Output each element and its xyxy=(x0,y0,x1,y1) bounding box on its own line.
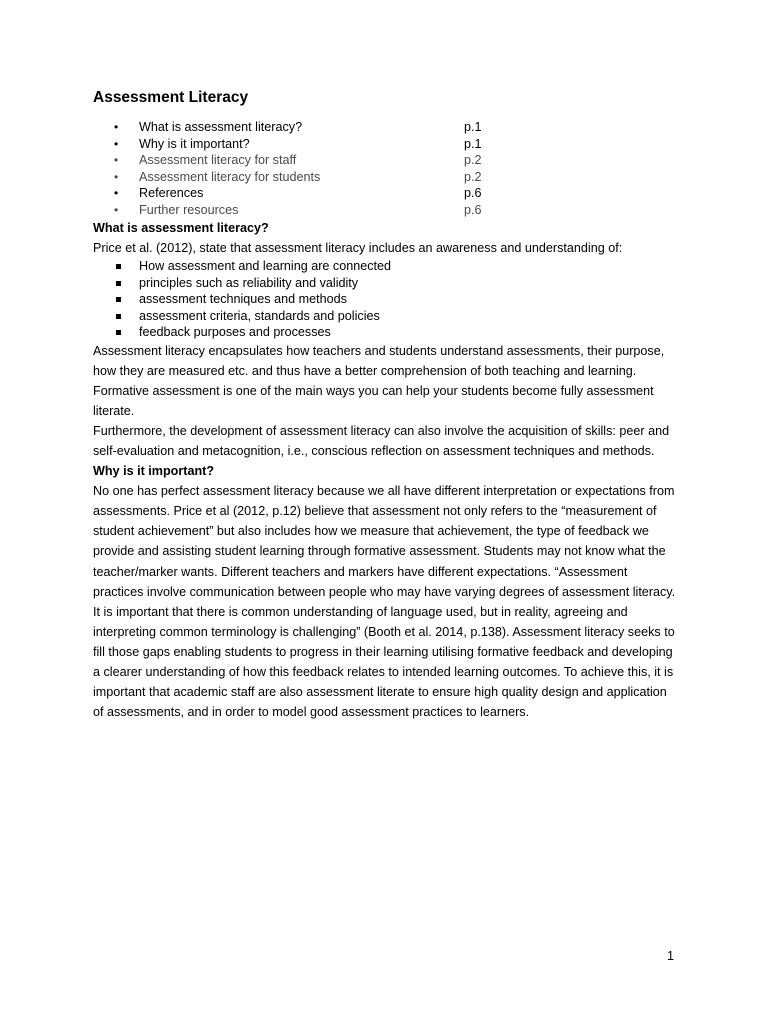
bullet-icon: • xyxy=(114,186,119,200)
toc-item xyxy=(93,119,678,136)
literacy-components-list xyxy=(93,258,678,341)
bullet-icon: • xyxy=(114,153,119,167)
toc-item xyxy=(93,136,678,153)
toc-item-label: Why is it important? xyxy=(139,136,250,151)
table-of-contents xyxy=(93,119,678,218)
bullet-icon: • xyxy=(114,120,119,134)
toc-item xyxy=(93,152,678,169)
section-heading-what-is: What is assessment literacy? xyxy=(93,221,269,235)
section-heading-why-important: Why is it important? xyxy=(93,464,215,479)
toc-item-label: Assessment literacy for students xyxy=(139,169,321,184)
list-item xyxy=(93,275,678,292)
toc-item-page: p.1 xyxy=(464,120,482,134)
bullet-icon: • xyxy=(114,202,119,217)
page-content xyxy=(93,88,678,722)
square-bullet-icon xyxy=(116,264,121,269)
square-bullet-icon xyxy=(116,330,121,335)
list-item-label: How assessment and learning are connected xyxy=(139,259,392,274)
list-item-label: principles such as reliability and validity xyxy=(139,275,359,290)
list-item-label: assessment criteria, standards and policies xyxy=(139,308,380,323)
toc-item-page: p.2 xyxy=(464,153,482,167)
toc-item xyxy=(93,169,678,186)
list-item xyxy=(93,258,678,275)
toc-item-page: p.2 xyxy=(464,169,482,184)
toc-item-page: p.6 xyxy=(464,186,482,200)
toc-item-label: What is assessment literacy? xyxy=(139,120,303,134)
list-item-label: feedback purposes and processes xyxy=(139,325,331,340)
paragraph-encapsulates: Assessment literacy encapsulates how teachers and students understand assessments, their purpose, how they are measured etc. and thus have a better comprehension of both teaching and learning. Formative assessment is one of the main ways you can help your students become fully assessment literate. xyxy=(93,343,665,418)
list-item-label: assessment techniques and methods xyxy=(139,292,347,307)
toc-item-label: References xyxy=(139,186,204,200)
list-item xyxy=(93,308,678,325)
toc-item-label: Further resources xyxy=(139,202,239,217)
square-bullet-icon xyxy=(116,281,121,286)
square-bullet-icon xyxy=(116,297,121,302)
toc-item xyxy=(93,202,678,219)
toc-item-page: p.6 xyxy=(464,202,482,217)
toc-item-label: Assessment literacy for staff xyxy=(139,153,297,167)
paragraph-why-important: No one has perfect assessment literacy because we all have different interpretation or expectations from assessments. Price et al (2012, p.12) believe that assessment not only refers to the “measurement of student achievement” but also includes how we measure that achievement, the type of feedback we provide and assisting student learning through formative assessment. Students may not know what the teacher/marker wants. Different teachers and markers have different expectations. “Assessment practices involve communication between people who may have varying degrees of assessment literacy. It is important that there is common understanding of language used, but in reality, agreeing and interpreting common terminology is challenging” (Booth et al. 2014, p.138). Assessment literacy seeks to fill those gaps enabling students to progress in their learning utilising formative feedback and developing a clearer understanding of how this feedback relates to intended learning outcomes. To achieve this, it is important that academic staff are also assessment literate to ensure high quality design and application of assessments, and in order to model good assessment practices to learners. xyxy=(93,484,676,720)
list-item xyxy=(93,291,678,308)
square-bullet-icon xyxy=(116,314,121,319)
section-intro: Price et al. (2012), state that assessment literacy includes an awareness and understanding of: xyxy=(93,241,623,255)
document-title: Assessment Literacy xyxy=(93,89,249,106)
toc-item xyxy=(93,185,678,202)
list-item xyxy=(93,324,678,341)
paragraph-furthermore: Furthermore, the development of assessment literacy can also involve the acquisition of skills: peer and self-evaluation and metacognition, i.e., conscious reflection on assessment techniques and methods. xyxy=(93,423,670,459)
bullet-icon: • xyxy=(114,169,119,184)
bullet-icon: • xyxy=(114,136,119,151)
toc-item-page: p.1 xyxy=(464,136,482,151)
page-number: 1 xyxy=(667,949,675,963)
